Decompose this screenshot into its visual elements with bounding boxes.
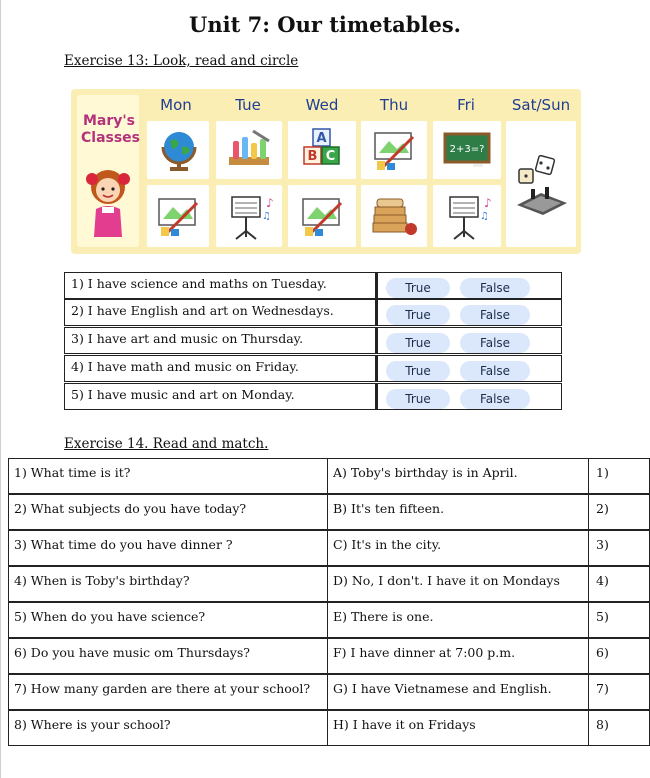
dice-chess-icon xyxy=(511,149,571,219)
statement-row xyxy=(64,355,562,383)
svg-text:C: C xyxy=(325,149,336,164)
true-button[interactable]: True xyxy=(386,333,450,353)
gym-vault-icon xyxy=(369,193,419,239)
statement-row xyxy=(64,299,562,327)
true-button[interactable]: True xyxy=(386,361,450,381)
question-cell: 6) Do you have music om Thursdays? xyxy=(9,639,328,673)
table-row xyxy=(8,674,650,710)
match-answer-cell[interactable]: 5) xyxy=(596,609,609,624)
answer-cell xyxy=(376,272,562,299)
music-stand-icon xyxy=(224,191,274,241)
timetable-image xyxy=(71,89,581,254)
cell-fri-1 xyxy=(433,121,501,179)
false-button[interactable]: False xyxy=(460,361,530,381)
table-row xyxy=(8,602,650,638)
answer-cell xyxy=(376,355,562,382)
question-cell: 8) Where is your school? xyxy=(9,711,328,745)
cell-thu-1 xyxy=(361,121,427,179)
day-satsun: Sat/Sun xyxy=(511,96,571,114)
day-mon: Mon xyxy=(160,96,192,114)
statement-text: 1) I have science and maths on Tuesday. xyxy=(64,272,376,299)
false-button[interactable]: False xyxy=(460,305,530,325)
statement-row xyxy=(64,383,562,411)
true-button[interactable]: True xyxy=(386,389,450,409)
day-thu: Thu xyxy=(379,96,409,114)
question-cell: 7) How many garden are there at your school? xyxy=(9,675,328,709)
table-row xyxy=(8,710,650,746)
answer-option-cell: A) Toby's birthday is in April. xyxy=(328,459,589,493)
true-button[interactable]: True xyxy=(386,305,450,325)
answer-option-cell: F) I have dinner at 7:00 p.m. xyxy=(328,639,589,673)
cell-wed-1 xyxy=(288,121,356,179)
cell-mon-1 xyxy=(147,121,209,179)
question-cell: 3) What time do you have dinner ? xyxy=(9,531,328,565)
statement-text: 2) I have English and art on Wednesdays. xyxy=(64,299,376,326)
match-answer-cell[interactable]: 2) xyxy=(596,501,609,516)
question-cell: 4) When is Toby's birthday? xyxy=(9,567,328,601)
answer-option-cell: D) No, I don't. I have it on Mondays xyxy=(328,567,589,601)
answer-cell xyxy=(376,299,562,326)
false-button[interactable]: False xyxy=(460,278,530,298)
answer-option-cell: H) I have it on Fridays xyxy=(328,711,589,745)
day-wed: Wed xyxy=(305,96,339,114)
table-row xyxy=(8,494,650,530)
statement-text: 3) I have art and music on Thursday. xyxy=(64,327,376,354)
question-cell: 5) When do you have science? xyxy=(9,603,328,637)
table-row xyxy=(8,638,650,674)
globe-icon xyxy=(155,127,201,173)
page-edge-line xyxy=(0,0,1,778)
false-button[interactable]: False xyxy=(460,389,530,409)
svg-text:♫: ♫ xyxy=(262,211,271,222)
svg-text:♪: ♪ xyxy=(266,196,274,210)
answer-option-cell: G) I have Vietnamese and English. xyxy=(328,675,589,709)
answer-option-cell: E) There is one. xyxy=(328,603,589,637)
paint-art-icon xyxy=(153,193,203,239)
day-fri: Fri xyxy=(457,96,475,114)
exercise-14-heading: Exercise 14. Read and match. xyxy=(64,436,269,452)
true-button[interactable]: True xyxy=(386,278,450,298)
paint-art-icon xyxy=(297,193,347,239)
cell-tue-2 xyxy=(216,185,282,247)
statement-text: 4) I have math and music on Friday. xyxy=(64,355,376,382)
answer-option-cell: B) It's ten fifteen. xyxy=(328,495,589,529)
question-cell: 2) What subjects do you have today? xyxy=(9,495,328,529)
page-title: Unit 7: Our timetables. xyxy=(189,12,461,37)
mary-girl-icon xyxy=(82,165,134,237)
statement-row xyxy=(64,327,562,355)
table-row xyxy=(8,530,650,566)
svg-text:B: B xyxy=(307,149,318,164)
statement-text: 5) I have music and art on Monday. xyxy=(64,383,376,410)
mary-panel xyxy=(77,95,139,247)
svg-text:♪: ♪ xyxy=(484,196,492,210)
board-text: 2+3=? xyxy=(449,144,485,155)
maths-board-icon xyxy=(441,130,493,170)
science-lab-icon xyxy=(223,127,275,173)
day-tue: Tue xyxy=(235,96,261,114)
paint-art-icon xyxy=(369,127,419,173)
match-answer-cell[interactable]: 1) xyxy=(596,465,609,480)
match-answer-cell[interactable]: 8) xyxy=(596,717,609,732)
cell-tue-1 xyxy=(216,121,282,179)
cell-wed-2 xyxy=(288,185,356,247)
answer-cell xyxy=(376,327,562,354)
table-row xyxy=(8,458,650,494)
answer-option-cell: C) It's in the city. xyxy=(328,531,589,565)
abc-blocks-icon xyxy=(297,125,347,175)
cell-fri-2 xyxy=(433,185,501,247)
music-stand-icon xyxy=(442,191,492,241)
exercise-13-heading: Exercise 13: Look, read and circle xyxy=(64,53,299,69)
question-cell: 1) What time is it? xyxy=(9,459,328,493)
match-answer-cell[interactable]: 6) xyxy=(596,645,609,660)
match-answer-cell[interactable]: 3) xyxy=(596,537,609,552)
table-row xyxy=(8,566,650,602)
statement-row xyxy=(64,272,562,300)
cell-weekend xyxy=(506,121,576,247)
answer-cell xyxy=(376,383,562,410)
false-button[interactable]: False xyxy=(460,333,530,353)
svg-text:♫: ♫ xyxy=(480,211,489,222)
cell-thu-2 xyxy=(361,185,427,247)
timetable-label: Mary's Classes xyxy=(81,113,141,146)
match-answer-cell[interactable]: 7) xyxy=(596,681,609,696)
cell-mon-2 xyxy=(147,185,209,247)
match-answer-cell[interactable]: 4) xyxy=(596,573,609,588)
svg-text:A: A xyxy=(316,131,327,146)
